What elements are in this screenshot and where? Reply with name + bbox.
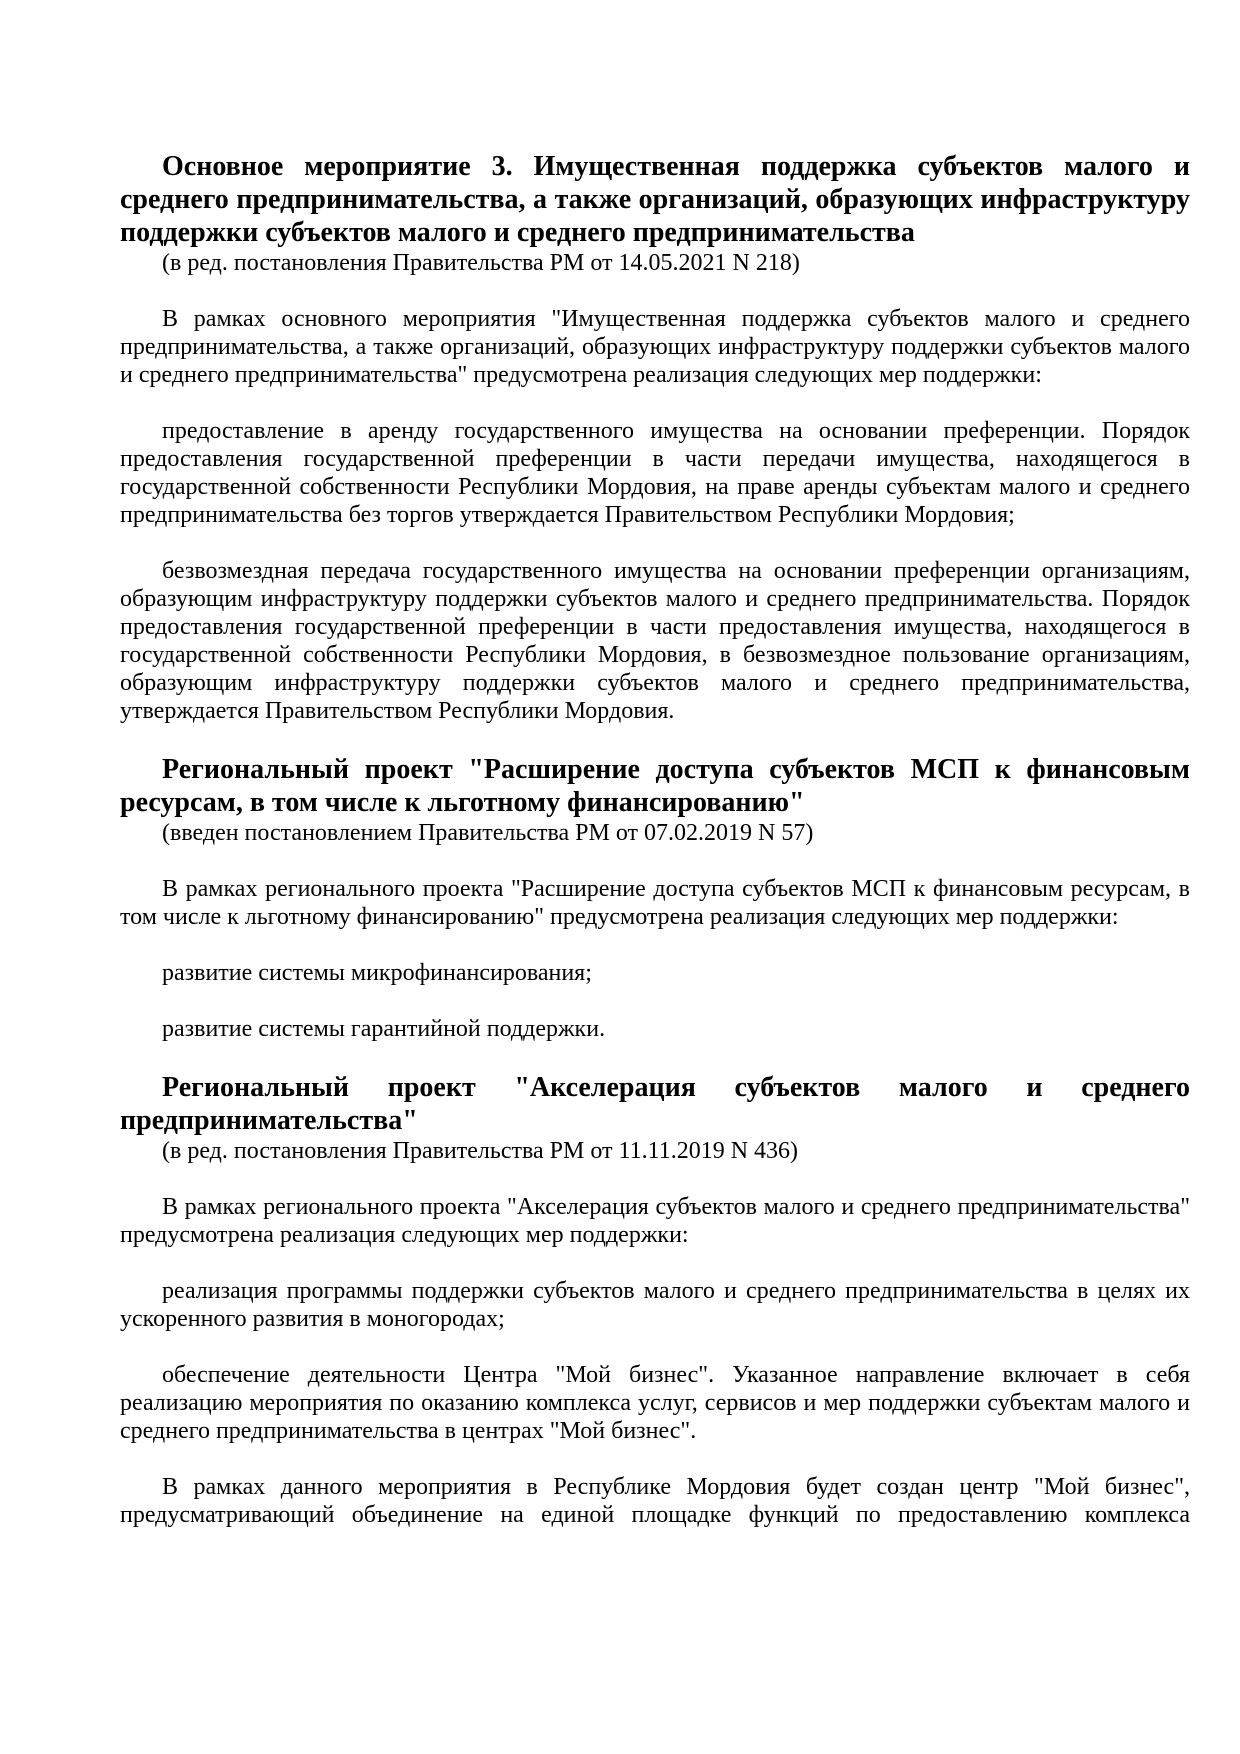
paragraph: предоставление в аренду государственного имущества на основании преференции. Порядок предоставления государственной преференции в части передачи имущества, находящегося в государственной собственности Республики Мордовия, на праве аренды субъектам малого и среднего предпринимательства без торгов утверждается Правительством Республики Мордовия; [120, 418, 1190, 528]
paragraph: безвозмездная передача государственного имущества на основании преференции организациям, образующим инфраструктуру поддержки субъектов малого и среднего предпринимательства. Порядок предоставления государственной преференции в части предоставления имущества, находящегося в государственной собственности Республики Мордовия, в безвозмездное пользование организациям, образующим инфраструктуру поддержки субъектов малого и среднего предпринимательства, утверждается Правительством Республики Мордовия. [120, 558, 1190, 724]
paragraph: развитие системы микрофинансирования; [162, 960, 592, 986]
paragraph: В рамках регионального проекта "Расширение доступа субъектов МСП к финансовым ресурсам, в том числе к льготному финансированию" предусмотрена реализация следующих мер поддержки: [120, 876, 1190, 930]
section-acceleration [120, 1071, 1190, 1529]
section-heading: Региональный проект "Акселерация субъектов малого и среднего предпринимательства" [120, 1072, 1190, 1136]
paragraph: развитие системы гарантийной поддержки. [162, 1016, 606, 1042]
paragraph: В рамках регионального проекта "Акселерация субъектов малого и среднего предпринимательства" предусмотрена реализация следующих мер поддержки: [120, 1194, 1190, 1248]
paragraph: обеспечение деятельности Центра "Мой бизнес". Указанное направление включает в себя реализацию мероприятия по оказанию комплекса услуг, сервисов и мер поддержки субъектам малого и среднего предпринимательства в центрах "Мой бизнес". [120, 1362, 1190, 1444]
amendment-note: (в ред. постановления Правительства РМ от 11.11.2019 N 436) [162, 1138, 799, 1164]
section-financial-access [120, 753, 1190, 1043]
section-property-support [120, 150, 1190, 725]
section-heading: Региональный проект "Расширение доступа субъектов МСП к финансовым ресурсам, в том числе к льготному финансированию" [120, 754, 1190, 818]
paragraph: В рамках данного мероприятия в Республике Мордовия будет создан центр "Мой бизнес", предусматривающий объединение на единой площадке функций по предоставлению комплекса [120, 1474, 1190, 1528]
document-page [120, 150, 1190, 1557]
amendment-note: (введен постановлением Правительства РМ от 07.02.2019 N 57) [162, 820, 814, 846]
paragraph: В рамках основного мероприятия "Имущественная поддержка субъектов малого и среднего предпринимательства, а также организаций, образующих инфраструктуру поддержки субъектов малого и среднего предпринимательства" предусмотрена реализация следующих мер поддержки: [120, 306, 1190, 388]
amendment-note: (в ред. постановления Правительства РМ от 14.05.2021 N 218) [162, 250, 800, 276]
section-heading: Основное мероприятие 3. Имущественная поддержка субъектов малого и среднего предпринимательства, а также организаций, образующих инфраструктуру поддержки субъектов малого и среднего предпринимательства [120, 151, 1190, 248]
paragraph: реализация программы поддержки субъектов малого и среднего предпринимательства в целях их ускоренного развития в моногородах; [120, 1278, 1190, 1332]
